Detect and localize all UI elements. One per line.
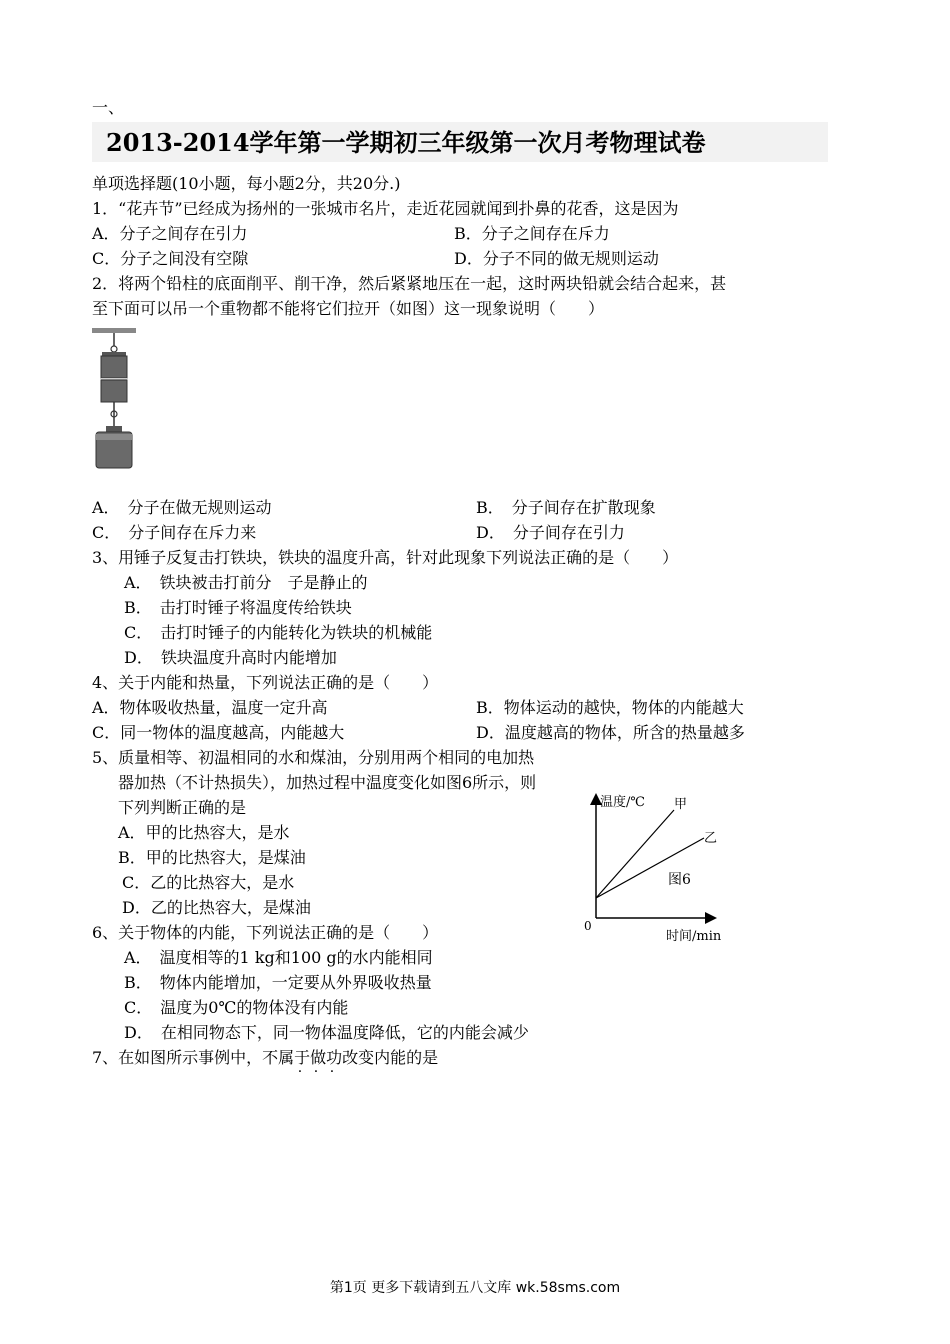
question-6-option-c: C． 温度为0℃的物体没有内能 bbox=[124, 998, 349, 1017]
question-6-stem: 6、关于物体的内能，下列说法正确的是（ ） bbox=[92, 923, 439, 942]
question-4-option-c: C．同一物体的温度越高，内能越大 bbox=[92, 723, 345, 742]
emphasis-dots: · · · bbox=[297, 1064, 335, 1080]
series-yi-line bbox=[596, 838, 704, 898]
question-7-stem: 7、在如图所示事例中，不属于做功改变内能的是 bbox=[92, 1048, 439, 1067]
question-2-option-d: D． 分子间存在引力 bbox=[476, 523, 625, 542]
series-jia-label: 甲 bbox=[674, 797, 688, 812]
series-jia-line bbox=[596, 810, 674, 898]
question-3-option-c: C． 击打时锤子的内能转化为铁块的机械能 bbox=[124, 623, 433, 642]
question-5-stem-line-2: 器加热（不计热损失），加热过程中温度变化如图6所示，则 bbox=[118, 773, 537, 792]
origin-label: 0 bbox=[584, 919, 592, 933]
question-3-stem: 3、用锤子反复击打铁块，铁块的温度升高，针对此现象下列说法正确的是（ ） bbox=[92, 548, 679, 567]
page-footer: 第1页 更多下载请到五八文库 wk.58sms.com bbox=[329, 1280, 621, 1296]
question-3-option-b: B． 击打时锤子将温度传给铁块 bbox=[124, 598, 352, 617]
question-3-option-a: A． 铁块被击打前分 子是静止的 bbox=[124, 573, 368, 592]
question-4-option-d: D．温度越高的物体，所含的热量越多 bbox=[476, 723, 745, 742]
series-yi-label: 乙 bbox=[704, 831, 718, 846]
question-1-option-a: A．分子之间存在引力 bbox=[92, 224, 248, 243]
question-3-option-d: D． 铁块温度升高时内能增加 bbox=[124, 648, 337, 667]
question-2-stem-line-1: 2．将两个铅柱的底面削平、削干净，然后紧紧地压在一起，这时两块铅就会结合起来，甚 bbox=[92, 274, 727, 293]
figure-6-temperature-graph bbox=[578, 790, 748, 950]
question-4-option-a: A．物体吸收热量，温度一定升高 bbox=[92, 698, 328, 717]
question-4-stem: 4、关于内能和热量，下列说法正确的是（ ） bbox=[92, 673, 439, 692]
figure-6-caption: 图6 bbox=[668, 872, 691, 888]
question-5-option-a: A．甲的比热容大，是水 bbox=[118, 823, 290, 842]
section-heading: 单项选择题(10小题，每小题2分，共20分.) bbox=[92, 174, 401, 193]
question-1-stem: 1．“花卉节”已经成为扬州的一张城市名片，走近花园就闻到扑鼻的花香，这是因为 bbox=[92, 199, 679, 218]
question-5-option-d: D．乙的比热容大，是煤油 bbox=[122, 898, 311, 917]
question-2-option-c: C． 分子间存在斥力来 bbox=[92, 523, 257, 542]
question-6-option-d: D． 在相同物态下，同一物体温度降低，它的内能会减少 bbox=[124, 1023, 529, 1042]
question-2-stem-line-2: 至下面可以吊一个重物都不能将它们拉开（如图）这一现象说明（ ） bbox=[92, 299, 605, 318]
question-5-stem-line-3: 下列判断正确的是 bbox=[118, 798, 247, 817]
question-5-option-b: B．甲的比热容大，是煤油 bbox=[118, 848, 306, 867]
question-1-option-d: D．分子不同的做无规则运动 bbox=[454, 249, 659, 268]
question-5-option-c: C．乙的比热容大，是水 bbox=[122, 873, 295, 892]
section-number: 一、 bbox=[92, 98, 125, 117]
question-6-option-b: B． 物体内能增加，一定要从外界吸收热量 bbox=[124, 973, 432, 992]
question-6-option-a: A． 温度相等的1 kg和100 g的水内能相同 bbox=[124, 948, 433, 967]
question-2-option-a: A． 分子在做无规则运动 bbox=[92, 498, 272, 517]
exam-title: 2013-2014学年第一学期初三年级第一次月考物理试卷 bbox=[106, 128, 706, 157]
x-axis-label: 时间/min bbox=[666, 929, 722, 944]
y-axis-label: 温度/℃ bbox=[600, 795, 645, 810]
question-1-option-b: B．分子之间存在斥力 bbox=[454, 224, 610, 243]
question-2-option-b: B． 分子间存在扩散现象 bbox=[476, 498, 656, 517]
question-1-option-c: C．分子之间没有空隙 bbox=[92, 249, 249, 268]
question-5-stem-line-1: 5、质量相等、初温相同的水和煤油，分别用两个相同的电加热 bbox=[92, 748, 535, 767]
lead-cylinders-figure bbox=[92, 326, 140, 474]
question-4-option-b: B．物体运动的越快，物体的内能越大 bbox=[476, 698, 744, 717]
